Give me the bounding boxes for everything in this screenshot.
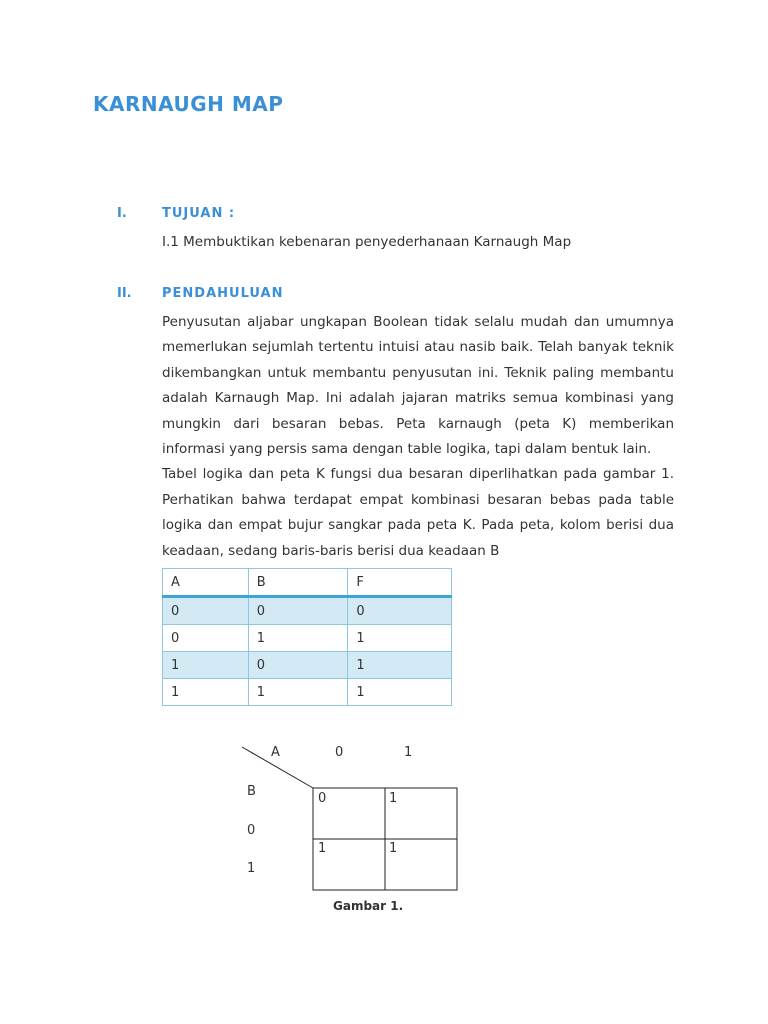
truth-table-header: B <box>248 569 348 597</box>
section-number-2: II. <box>117 286 132 301</box>
table-cell: 1 <box>348 679 452 706</box>
table-cell: 0 <box>248 652 348 679</box>
section-title-pendahuluan: PENDAHULUAN <box>162 286 284 301</box>
kmap-col-var-label: A <box>271 745 280 760</box>
figure-caption: Gambar 1. <box>333 899 404 913</box>
kmap-row-label-1: 1 <box>247 861 256 876</box>
section-title-tujuan: TUJUAN : <box>162 206 236 221</box>
truth-table-header: A <box>163 569 249 597</box>
table-cell: 1 <box>348 652 452 679</box>
table-cell: 0 <box>163 597 249 625</box>
kmap-cell: 0 <box>318 791 327 806</box>
table-cell: 1 <box>163 679 249 706</box>
pendahuluan-paragraph-1: Penyusutan aljabar ungkapan Boolean tidak selalu mudah dan umumnya memerlukan sejumlah tertentu intuisi atau nasib baik. Telah banyak teknik dikembangkan untuk membantu penyusutan ini. Teknik paling membantu adalah Karnaugh Map. Ini adalah jajaran matriks semua kombinasi yang mungkin dari besaran bebas. Peta karnaugh (peta K) memberikan informasi yang persis sama dengan table logika, tapi dalam bentuk lain. <box>162 314 674 458</box>
kmap-cell: 1 <box>389 791 398 806</box>
kmap-cell: 1 <box>389 841 398 856</box>
section-number-1: I. <box>117 206 127 221</box>
page-title: KARNAUGH MAP <box>93 92 284 116</box>
table-cell: 0 <box>163 625 249 652</box>
tujuan-item: I.1 Membuktikan kebenaran penyederhanaan Karnaugh Map <box>162 234 572 250</box>
table-cell: 1 <box>248 679 348 706</box>
kmap-row-var-label: B <box>247 784 256 799</box>
kmap-col-label-0: 0 <box>335 745 344 760</box>
table-cell: 1 <box>248 625 348 652</box>
table-cell: 0 <box>348 597 452 625</box>
table-cell: 0 <box>248 597 348 625</box>
kmap-cell: 1 <box>318 841 327 856</box>
pendahuluan-paragraph-2: Tabel logika dan peta K fungsi dua besaran diperlihatkan pada gambar 1. Perhatikan bahwa terdapat empat kombinasi besaran bebas pada table logika dan empat bujur sangkar pada peta K. Pada peta, kolom berisi dua keadaan, sedang baris-baris berisi dua keadaan B <box>162 466 674 559</box>
table-cell: 1 <box>163 652 249 679</box>
kmap-col-label-1: 1 <box>404 745 413 760</box>
truth-table-header: F <box>348 569 452 597</box>
kmap-row-label-0: 0 <box>247 823 256 838</box>
table-cell: 1 <box>348 625 452 652</box>
